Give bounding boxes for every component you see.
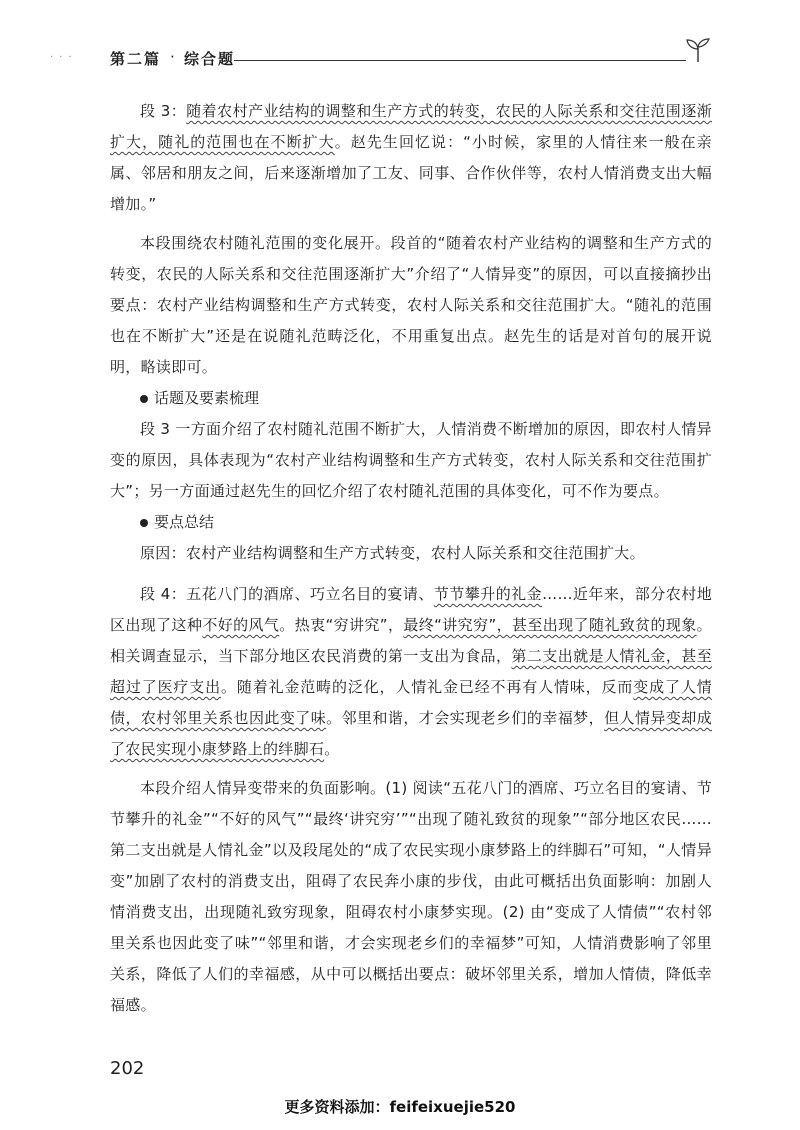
- seg4-text-2: ……近年来，部分农村地区出现了这种: [110, 585, 713, 634]
- bullet-key-label: 要点总结: [154, 513, 215, 531]
- seg4-text-6: 。邻里和谐，才会实现老乡们的幸福梦，: [326, 709, 605, 727]
- seg4-highlight-2: 不好的风气: [202, 616, 280, 634]
- seg4-highlight-4: 第二支出就是人情礼金，甚至超过了医疗支出: [110, 647, 712, 696]
- seg4-text-5: 。随着礼金范畴的泛化，人情礼金已经不再有人情味，反而: [221, 678, 634, 696]
- seg4-text-7: 。: [324, 740, 340, 758]
- analysis-paragraph-2: 段 3 一方面介绍了农村随礼范围不断扩大，人情消费不断增加的原因，即农村人情异变的原因，具体表现为“农村产业结构调整和生产方式转变，农村人际关系和交往范围扩大”；另一方面通过赵先生的回忆介绍了农村随礼范围的具体变化，可不作为要点。: [110, 420, 712, 500]
- seg3-highlight-1: 随着农村产业结构的调整和生产方式的转变，: [186, 102, 496, 120]
- header-dots: ···: [50, 52, 78, 63]
- bullet-topic-label: 话题及要素梳理: [154, 389, 260, 407]
- seg4-text-1: 五花八门的酒席、巧立名目的宴请、: [186, 585, 434, 603]
- bullet-key-points: [140, 507, 712, 538]
- running-header: [50, 44, 710, 74]
- bullet-dot-icon: [140, 395, 148, 403]
- sprout-icon: [684, 36, 712, 64]
- seg4-highlight-1: 节节攀升的礼金: [433, 585, 543, 603]
- footer-note: 更多资料添加：feifeixuejie520: [284, 1098, 516, 1116]
- bullet-topic-sorting: [140, 383, 712, 414]
- header-title: 综合题: [184, 50, 236, 68]
- seg4-text-3: 。热衷“穷讲究”，: [279, 616, 404, 634]
- seg4-highlight-3: 最终“讲究穷”，甚至出现了随礼致贫的现象: [403, 616, 697, 634]
- segment-3-label: 段 3：: [140, 102, 187, 120]
- bullet-dot-icon: [140, 519, 148, 527]
- segment-4-label: 段 4：: [140, 585, 187, 603]
- segment-3: [110, 96, 712, 220]
- page-number: 202: [110, 1058, 145, 1079]
- summary-paragraph: 原因：农村产业结构调整和生产方式转变，农村人际关系和交往范围扩大。: [140, 544, 645, 562]
- seg4-highlight-6: 但人情异变却成了农民实现小康梦路上的绊脚石: [110, 709, 712, 758]
- analysis-paragraph-3: 本段介绍人情异变带来的负面影响。(1) 阅读“五花八门的酒席、巧立名目的宴请、节节攀升的礼金”“不好的风气”“最终‘讲究穷’”“出现了随礼致贫的现象”“部分地区农民……第二支出就是人情礼金”以及段尾处的“成了农民实现小康梦路上的绊脚石”可知，“人情异变”加剧了农村的消费支出，阻碍了农民奔小康的步伐，由此可概括出负面影响：加剧人情消费支出，出现随礼致穷现象，阻碍农村小康梦实现。(2) 由“变成了人情债”“农村邻里关系也因此变了味”“邻里和谐，才会实现老乡们的幸福梦”可知，人情消费影响了邻里关系，降低了人们的幸福感，从中可以概括出要点：破坏邻里关系，增加人情债，降低幸福感。: [110, 779, 712, 1014]
- header-part: 第二篇: [110, 50, 162, 68]
- seg4-text-4: 。相关调查显示，当下部分地区农民消费的第一支出为食品，: [110, 616, 712, 665]
- header-separator: ·: [170, 48, 175, 66]
- seg3-text-2: 。赵先生回忆说：“小时候，家里的人情往来一般在亲属、邻居和朋友之间，后来逐渐增加了工友、同事、合作伙伴等，农村人情消费支出大幅增加。”: [110, 133, 712, 213]
- seg4-highlight-5: 变成了人情债，农村邻里关系也因此变了味: [110, 678, 712, 727]
- page-body: [110, 96, 712, 1021]
- header-rule: [234, 60, 686, 61]
- seg3-highlight-2: 随礼的范围也在不断扩大: [158, 133, 335, 151]
- analysis-paragraph-1: 本段围绕农村随礼范围的变化展开。段首的“随着农村产业结构的调整和生产方式的转变，农民的人际关系和交往范围逐渐扩大”介绍了“人情异变”的原因，可以直接摘抄出要点：农村产业结构调整和生产方式转变，农村人际关系和交往范围扩大。“随礼的范围也在不断扩大”还是在说随礼范畴泛化，不用重复出点。赵先生的话是对首句的展开说明，略读即可。: [110, 234, 712, 376]
- seg3-text-1: 农民的人际关系和交往范围逐渐扩大，: [110, 102, 712, 151]
- segment-4: [110, 579, 712, 765]
